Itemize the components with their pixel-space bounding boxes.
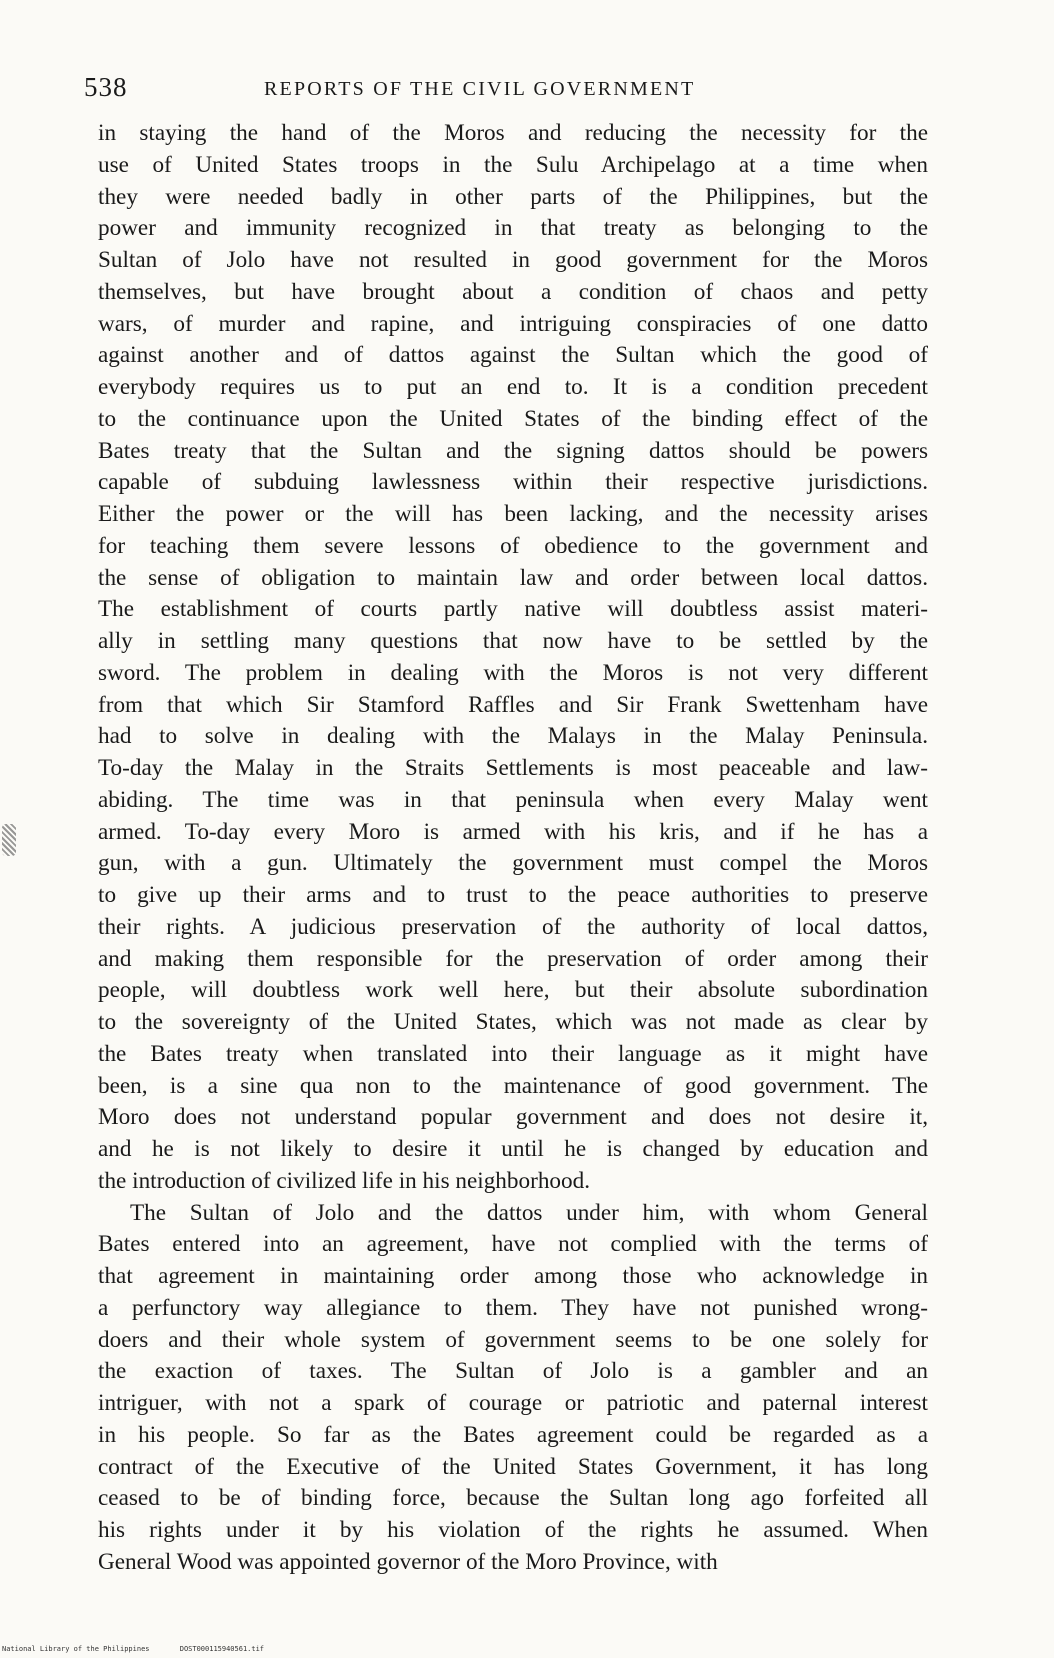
text-line: in his people. So far as the Bates agreement could be regarded as a: [98, 1421, 928, 1448]
text-line: his rights under it by his violation of the rights he assumed. When: [98, 1517, 928, 1543]
text-line: a perfunctory way allegiance to them. They have not punished wrong-: [98, 1294, 928, 1321]
text-line: capable of subduing lawlessness within their respective jurisdictions.: [98, 469, 928, 496]
text-line: the introduction of civilized life in his neighborhood.: [98, 1167, 590, 1194]
text-line: armed. To-day every Moro is armed with his kris, and if he has a: [98, 818, 928, 845]
scan-footer: [2, 1645, 290, 1653]
text-line: Either the power or the will has been lacking, and the necessity arises: [98, 501, 928, 527]
text-line: and making them responsible for the preservation of order among their: [98, 945, 928, 972]
text-line: The Sultan of Jolo and the dattos under him, with whom General: [130, 1199, 928, 1226]
text-line: use of United States troops in the Sulu Archipelago at a time when: [98, 151, 928, 178]
text-line: To-day the Malay in the Straits Settlements is most peaceable and law-: [98, 755, 928, 781]
text-line: from that which Sir Stamford Raffles and Sir Frank Swettenham have: [98, 691, 928, 718]
text-line: doers and their whole system of government seems to be one solely for: [98, 1326, 928, 1353]
text-line: abiding. The time was in that peninsula when every Malay went: [98, 786, 928, 813]
text-line: that agreement in maintaining order among those who acknowledge in: [98, 1263, 928, 1289]
text-line: Moro does not understand popular government and does not desire it,: [98, 1104, 928, 1131]
text-line: ceased to be of binding force, because the Sultan long ago forfeited all: [98, 1485, 928, 1512]
text-line: been, is a sine qua non to the maintenance of good government. The: [98, 1072, 928, 1099]
text-line: themselves, but have brought about a condition of chaos and petty: [98, 278, 928, 305]
text-line: the exaction of taxes. The Sultan of Jolo is a gambler and an: [98, 1358, 928, 1385]
text-line: power and immunity recognized in that treaty as belonging to the: [98, 215, 928, 242]
text-line: gun, with a gun. Ultimately the government must compel the Moros: [98, 850, 928, 877]
text-line: General Wood was appointed governor of the Moro Province, with: [98, 1548, 718, 1575]
text-line: they were needed badly in other parts of the Philippines, but the: [98, 183, 928, 210]
text-line: Bates treaty that the Sultan and the signing dattos should be powers: [98, 437, 928, 464]
text-line: against another and of dattos against the Sultan which the good of: [98, 342, 928, 369]
text-line: in staying the hand of the Moros and reducing the necessity for the: [98, 120, 928, 146]
footer-file-id: DOST000115940561.tif: [179, 1645, 265, 1653]
text-line: and he is not likely to desire it until he is changed by education and: [98, 1136, 928, 1162]
text-line: people, will doubtless work well here, but their absolute subordination: [98, 977, 928, 1004]
text-line: to the sovereignty of the United States, which was not made as clear by: [98, 1009, 928, 1035]
text-line: to give up their arms and to trust to the peace authorities to preserve: [98, 882, 928, 908]
text-line: to the continuance upon the United States of the binding effect of the: [98, 405, 928, 432]
text-line: for teaching them severe lessons of obedience to the government and: [98, 532, 928, 559]
text-line: Bates entered into an agreement, have not complied with the terms of: [98, 1231, 928, 1258]
footer-library: National Library of the Philippines: [2, 1645, 150, 1653]
running-head: REPORTS OF THE CIVIL GOVERNMENT: [264, 78, 696, 100]
text-line: Sultan of Jolo have not resulted in good government for the Moros: [98, 247, 928, 273]
text-line: wars, of murder and rapine, and intriguing conspiracies of one datto: [98, 310, 928, 337]
body-text: [98, 118, 928, 1579]
text-line: contract of the Executive of the United States Government, it has long: [98, 1453, 928, 1480]
text-line: had to solve in dealing with the Malays in the Malay Peninsula.: [98, 723, 928, 750]
scan-artifact: [2, 824, 16, 856]
text-line: The establishment of courts partly native will doubtless assist materi-: [98, 596, 928, 623]
text-line: the sense of obligation to maintain law and order between local dattos.: [98, 564, 928, 591]
page-header: [84, 72, 924, 108]
page-number: 538: [84, 72, 128, 102]
text-line: everybody requires us to put an end to. It is a condition precedent: [98, 374, 928, 400]
text-line: ally in settling many questions that now have to be settled by the: [98, 628, 928, 654]
text-line: the Bates treaty when translated into their language as it might have: [98, 1040, 928, 1067]
text-line: sword. The problem in dealing with the Moros is not very different: [98, 659, 928, 686]
text-line: their rights. A judicious preservation of the authority of local dattos,: [98, 913, 928, 940]
text-line: intriguer, with not a spark of courage or patriotic and paternal interest: [98, 1390, 928, 1416]
